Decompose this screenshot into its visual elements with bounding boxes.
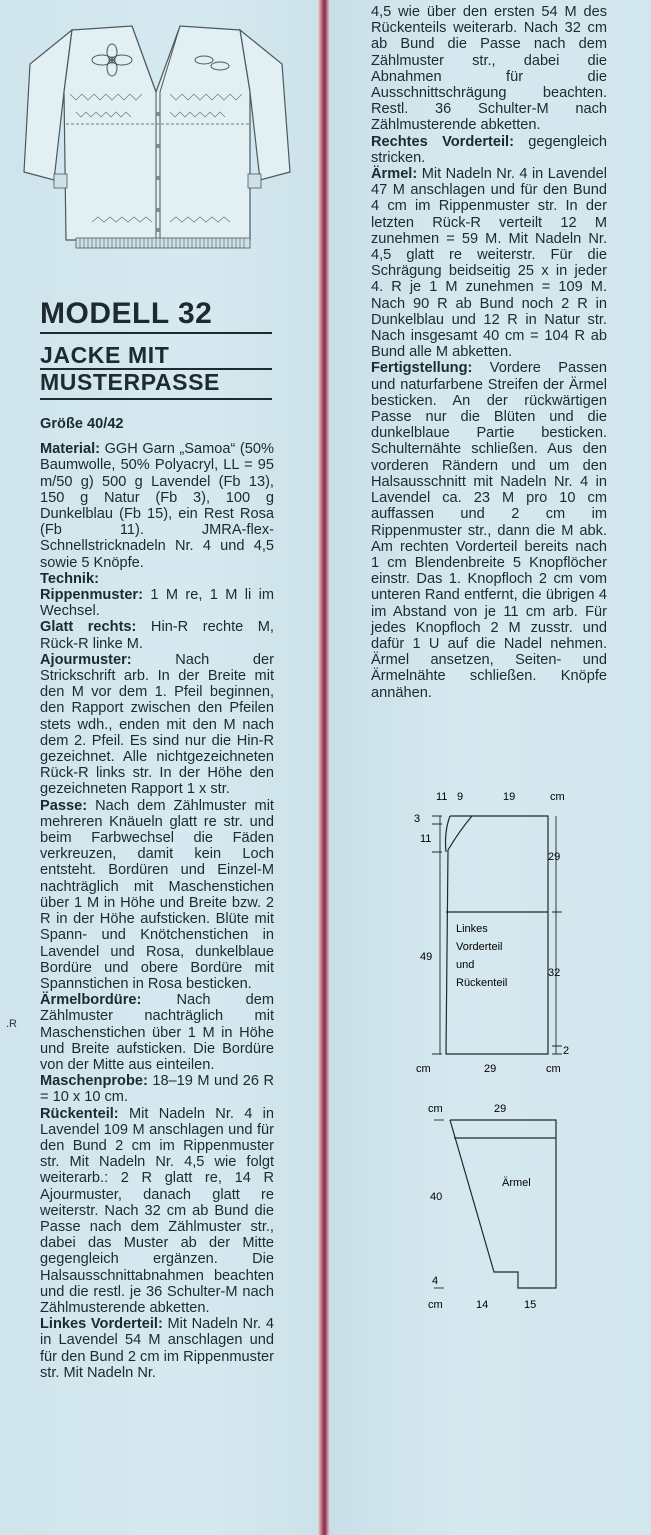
dim-left-2: 49 <box>420 951 433 963</box>
passe-label: Passe: <box>40 797 88 814</box>
piece-label-0: Linkes <box>456 923 488 935</box>
maschenprobe-text: 18–19 M und 26 R = 10 x 10 cm. <box>40 1073 275 1106</box>
ruecken-text: Mit Nadeln Nr. 4 in Lavendel 109 M anschlagen und für den Bund 2 cm im Rippenmuster str. Mit Nadeln Nr. 4,5 wie folgt weiterarb.: 2 R glatt re, 14 R Ajourmuster, danach glatt re weiterstr. Nach 32 cm ab Bund die Passe nach dem Zählmuster str., dabei das Muster ab der Mitte gegengleich ergänzen. Die Halsausschnittabnahmen beachten und die restl. je 36 Schulter-M nach Zählmusterende abketten. <box>40 1105 275 1316</box>
sleeve-dim-bottom-1: 14 <box>476 1299 489 1311</box>
ajour-text: Nach der Strickschrift arb. In der Breite mit den M vor dem 1. Pfeil beginnen, den Rapport zwischen den Pfeilen stets wdh., enden mit den M nach dem 2. Pfeil. Es sind nur die Hin-R gezeichnet. Alle nichtgezeichneten Rück-R links str. In der Höhe den gezeichneten Rapport 1 x str. <box>40 651 274 798</box>
passe-text: Nach dem Zählmuster mit mehreren Knäueln glatt re str. und beim Farbwechsel die Fäden verkreuzen, damit kein Loch entsteht. Bordüren und Einzel-M nachträglich mit Maschenstichen über 1 M in Höhe und Breite bzw. 2 R in der Höhe aufsticken. Blüte mit Spann- und Knötchenstichen in Lavendel und Rosa, dunkelblaue Bordüre und obere Bordüre mit Spannstichen in Rosa besticken. <box>40 797 274 992</box>
sleeve-dim-left-0: 40 <box>430 1191 443 1203</box>
left-text-column <box>40 416 274 1381</box>
sleeve-schematic <box>410 1096 580 1326</box>
dim-top-2: 19 <box>503 791 516 803</box>
technik-label: Technik: <box>40 570 99 587</box>
dim-top-3: cm <box>550 791 565 803</box>
fertig-text: Vordere Passen und naturfarbene Streifen der Ärmel besticken. An der rückwärtigen Passe nur die Blüten und die dunkelblaue Partie besticken. Schulternähte schließen. Aus den vorderen Rändern und um den Halsausschnitt mit Nadeln Nr. 4 in Lavendel ca. 23 M pro 10 cm auffassen und 2 cm im Rippenmuster str., dann die M abk. Am rechten Vorderteil bereits nach 1 cm Blendenbreite 5 Knopflöcher einstr. Das 1. Knopfloch 2 cm vom unteren Rand entfernt, die übrigen 4 im Abstand von je 11 cm arb. Für jedes Knopfloch 2 M zusstr. und dafür 1 U auf die Nadel nehmen. Ärmel ansetzen, Seiten- und Ärmelnähte schließen. Knöpfe annähen. <box>371 360 607 701</box>
dim-top-1: 9 <box>457 791 464 803</box>
aermelbord-text: Nach dem Zählmuster nachträglich mit Maschenstichen über 1 M in Höhe und Breite aufsticken. Die Bordüre von der Mitte aus einteilen. <box>40 992 274 1073</box>
dim-left-1: 11 <box>420 833 432 845</box>
dim-right-2: 2 <box>563 1045 570 1057</box>
sleeve-dim-bottom-2: 15 <box>524 1299 537 1311</box>
jacket-illustration <box>20 22 295 254</box>
book-gutter <box>318 0 330 1535</box>
dim-right-0: 29 <box>548 851 561 863</box>
dim-left-0: 3 <box>414 813 421 825</box>
dim-bottom-2: cm <box>546 1063 561 1075</box>
dim-bottom-0: cm <box>416 1063 431 1075</box>
aermel-text: Mit Nadeln Nr. 4 in Lavendel 47 M anschlagen und für den Bund 4 cm im Rippenmuster str. In der letzten Rück-R verteilt 12 M zunehmen = 59 M. Mit Nadeln Nr. 4,5 glatt re weiterstr. Für die Schrägung beidseitig 25 x in jeder 4. R je 1 M zunehmen = 109 M. Nach 90 R ab Bund noch 2 R in Dunkelblau und 12 R in Natur str. Nach insgesamt 40 cm = 104 R ab Bund alle M abketten. <box>371 166 607 361</box>
sleeve-dim-left-1: 4 <box>432 1275 439 1287</box>
cont-text: 4,5 wie über den ersten 54 M des Rückenteils weiterarb. Nach 32 cm ab Bund die Passe nach dem Zählmuster str., dabei die Abnahmen für die Ausschnittschrägung beachten. Restl. 36 Schulter-M nach Zählmusterende abketten. <box>371 4 607 134</box>
ruecken-label: Rückenteil: <box>40 1105 119 1122</box>
dim-bottom-1: 29 <box>484 1063 497 1075</box>
size-label: Größe 40/42 <box>40 416 124 432</box>
subtitle-underline-2 <box>40 398 272 400</box>
right-text-column <box>371 4 607 701</box>
material-text: GGH Garn „Samoa“ (50% Baumwolle, 50% Polyacryl, LL = 95 m/50 g) 500 g Lavendel (Fb 13), 150 g Natur (Fb 3), 100 g Dunkelblau (Fb 15), ein Rest Rosa (Fb 11). JMRA-flex-Schnellstricknadeln Nr. 4 und 4,5 sowie 5 Knöpfe. <box>40 441 274 571</box>
rechtes-text: gegengleich stricken. <box>371 133 607 166</box>
maschenprobe-label: Maschenprobe: <box>40 1073 148 1090</box>
linkes-label: Linkes Vorderteil: <box>40 1316 163 1333</box>
subtitle-line-1: JACKE MIT <box>40 342 170 368</box>
model-title: MODELL 32 <box>40 296 272 334</box>
ajour-label: Ajourmuster: <box>40 651 132 668</box>
rippen-text: 1 M re, 1 M li im Wechsel. <box>40 587 274 620</box>
rippen-label: Rippenmuster: <box>40 587 143 604</box>
sleeve-dim-bottom-0: cm <box>428 1299 443 1311</box>
linkes-text: Mit Nadeln Nr. 4 in Lavendel 54 M anschlagen und für den Bund 2 cm im Rippenmuster str. Mit Nadeln Nr. <box>40 1316 274 1381</box>
glatt-text: Hin-R rechte M, Rück-R linke M. <box>40 619 274 652</box>
piece-label-2: und <box>456 959 475 971</box>
dim-top-0: 11 <box>436 791 448 803</box>
aermelbord-label: Ärmelbordüre: <box>40 992 142 1009</box>
piece-label-3: Rückenteil <box>456 977 508 989</box>
sleeve-piece-label: Ärmel <box>502 1177 531 1189</box>
material-label: Material: <box>40 441 101 458</box>
subtitle-underline-1 <box>40 368 272 370</box>
rechtes-label: Rechtes Vorderteil: <box>371 133 514 150</box>
subtitle-line-2: MUSTERPASSE <box>40 369 220 395</box>
sleeve-dim-top-0: cm <box>428 1103 443 1115</box>
dim-right-1: 32 <box>548 967 561 979</box>
aermel-label: Ärmel: <box>371 166 418 183</box>
sleeve-dim-top-1: 29 <box>494 1103 507 1115</box>
fertig-label: Fertigstellung: <box>371 360 473 377</box>
piece-label-1: Vorderteil <box>456 941 503 953</box>
body-schematic <box>410 780 580 1080</box>
margin-mark: .R <box>6 1018 17 1030</box>
glatt-label: Glatt rechts: <box>40 619 137 636</box>
